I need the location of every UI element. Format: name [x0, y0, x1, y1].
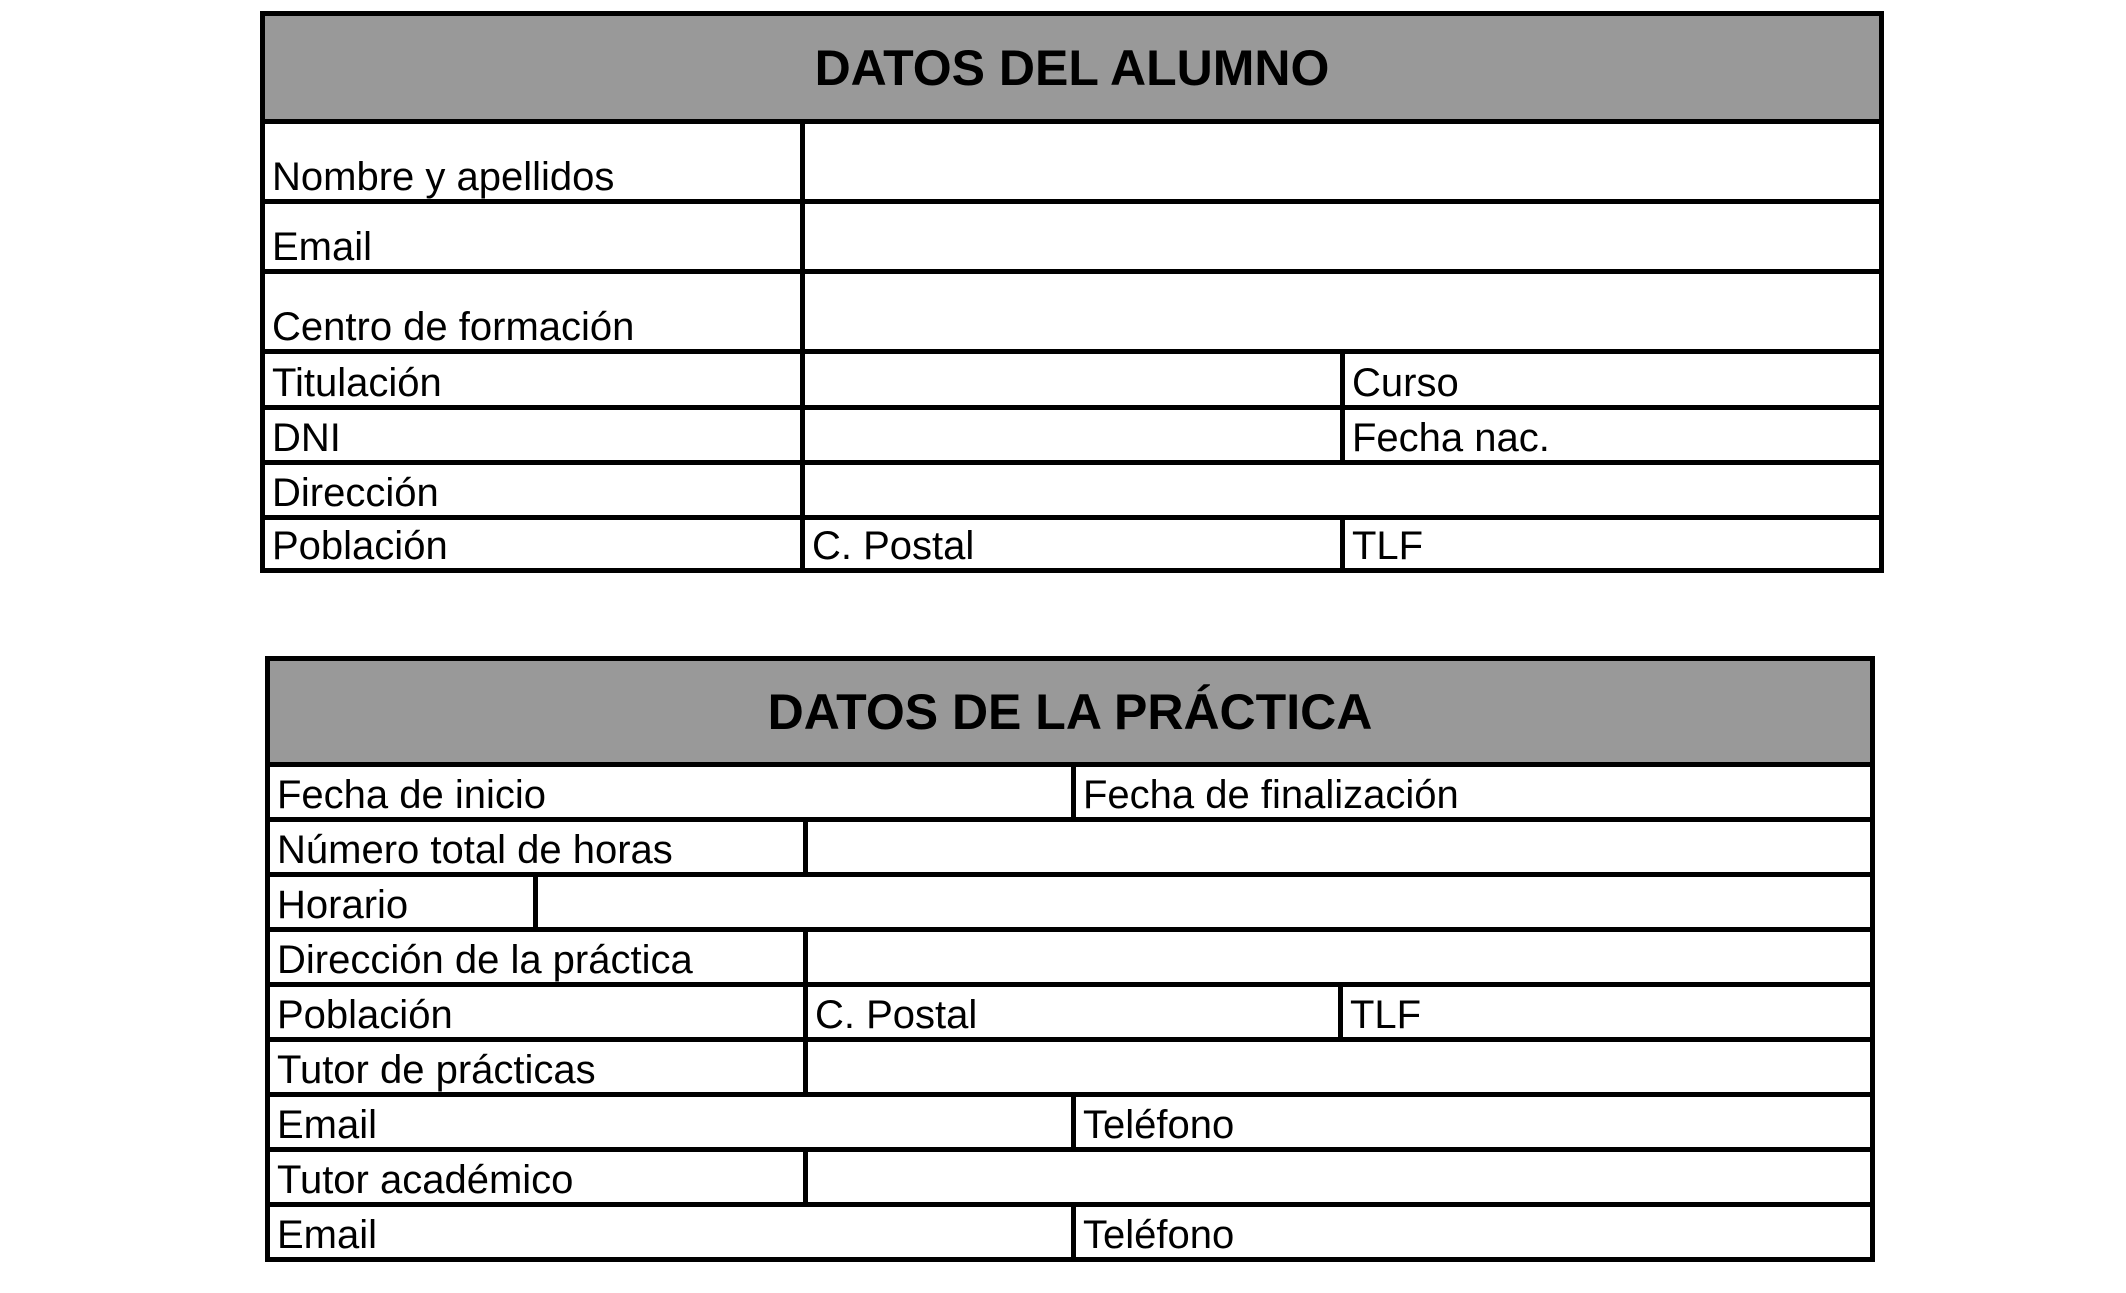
row-dni — [265, 410, 1879, 465]
tutor-academico-telefono-label: Teléfono — [1083, 1213, 1235, 1257]
row-email — [265, 204, 1879, 274]
dni-field[interactable] — [800, 410, 1340, 460]
direccion-field[interactable] — [800, 465, 1879, 515]
row-horas — [270, 822, 1870, 877]
row-titulacion — [265, 354, 1879, 410]
direccion-label-cell — [265, 465, 800, 515]
fecha-inicio-label: Fecha de inicio — [277, 773, 547, 817]
cpostal-label: C. Postal — [812, 524, 975, 568]
tutor-academico-telefono-field[interactable] — [1071, 1207, 1870, 1257]
tlf-field[interactable] — [1340, 520, 1879, 568]
fecha-nac-label: Fecha nac. — [1352, 416, 1550, 460]
tutor-practicas-label: Tutor de prácticas — [277, 1048, 596, 1092]
nombre-label-cell — [265, 124, 800, 199]
titulacion-label-cell — [265, 354, 800, 405]
tlf-label: TLF — [1352, 524, 1424, 568]
fecha-fin-field[interactable] — [1071, 767, 1870, 817]
dni-label: DNI — [272, 416, 341, 460]
row-tutor-academico — [270, 1152, 1870, 1207]
tlf-practica-label: TLF — [1350, 993, 1422, 1037]
row-poblacion-practica — [270, 987, 1870, 1042]
cpostal-practica-field[interactable] — [803, 987, 1338, 1037]
horas-field[interactable] — [803, 822, 1870, 872]
row-centro — [265, 274, 1879, 354]
horas-label-cell — [270, 822, 803, 872]
poblacion-field[interactable] — [265, 520, 800, 568]
centro-label: Centro de formación — [272, 305, 635, 349]
centro-label-cell — [265, 274, 800, 349]
student-data-form — [260, 11, 1884, 573]
tutor-practicas-email-label: Email — [277, 1103, 378, 1147]
tutor-practicas-email-field[interactable] — [270, 1097, 1071, 1147]
row-tutor-practicas — [270, 1042, 1870, 1097]
tutor-academico-label-cell — [270, 1152, 803, 1202]
poblacion-practica-field[interactable] — [270, 987, 803, 1037]
row-direccion-practica — [270, 932, 1870, 987]
tutor-academico-label: Tutor académico — [277, 1158, 574, 1202]
fecha-nac-field[interactable] — [1340, 410, 1879, 460]
row-horario — [270, 877, 1870, 932]
tlf-practica-field[interactable] — [1338, 987, 1870, 1037]
titulacion-field[interactable] — [800, 354, 1340, 405]
direccion-label: Dirección — [272, 471, 439, 515]
tutor-academico-email-field[interactable] — [270, 1207, 1071, 1257]
email-field[interactable] — [800, 204, 1879, 269]
horario-label: Horario — [277, 883, 409, 927]
student-section-title: DATOS DEL ALUMNO — [265, 16, 1879, 124]
tutor-practicas-field[interactable] — [803, 1042, 1870, 1092]
tutor-academico-email-label: Email — [277, 1213, 378, 1257]
horario-label-cell — [270, 877, 533, 927]
cpostal-practica-label: C. Postal — [815, 993, 978, 1037]
dni-label-cell — [265, 410, 800, 460]
tutor-academico-field[interactable] — [803, 1152, 1870, 1202]
internship-data-form — [265, 656, 1875, 1262]
tutor-practicas-telefono-label: Teléfono — [1083, 1103, 1235, 1147]
row-direccion — [265, 465, 1879, 520]
fecha-fin-label: Fecha de finalización — [1083, 773, 1459, 817]
direccion-practica-label-cell — [270, 932, 803, 982]
poblacion-practica-label: Población — [277, 993, 453, 1037]
internship-section-title: DATOS DE LA PRÁCTICA — [270, 661, 1870, 767]
row-fechas — [270, 767, 1870, 822]
horario-field[interactable] — [533, 877, 1870, 927]
nombre-label: Nombre y apellidos — [272, 155, 615, 199]
horas-label: Número total de horas — [277, 828, 673, 872]
email-label-cell — [265, 204, 800, 269]
nombre-field[interactable] — [800, 124, 1879, 199]
row-nombre — [265, 124, 1879, 204]
curso-field[interactable] — [1340, 354, 1879, 405]
cpostal-field[interactable] — [800, 520, 1340, 568]
direccion-practica-label: Dirección de la práctica — [277, 938, 693, 982]
tutor-practicas-telefono-field[interactable] — [1071, 1097, 1870, 1147]
direccion-practica-field[interactable] — [803, 932, 1870, 982]
row-tutor-practicas-contacto — [270, 1097, 1870, 1152]
row-tutor-academico-contacto — [270, 1207, 1870, 1257]
row-poblacion — [265, 520, 1879, 568]
fecha-inicio-field[interactable] — [270, 767, 1071, 817]
email-label: Email — [272, 225, 373, 269]
tutor-practicas-label-cell — [270, 1042, 803, 1092]
poblacion-label: Población — [272, 524, 448, 568]
curso-label: Curso — [1352, 361, 1459, 405]
centro-field[interactable] — [800, 274, 1879, 349]
titulacion-label: Titulación — [272, 361, 442, 405]
